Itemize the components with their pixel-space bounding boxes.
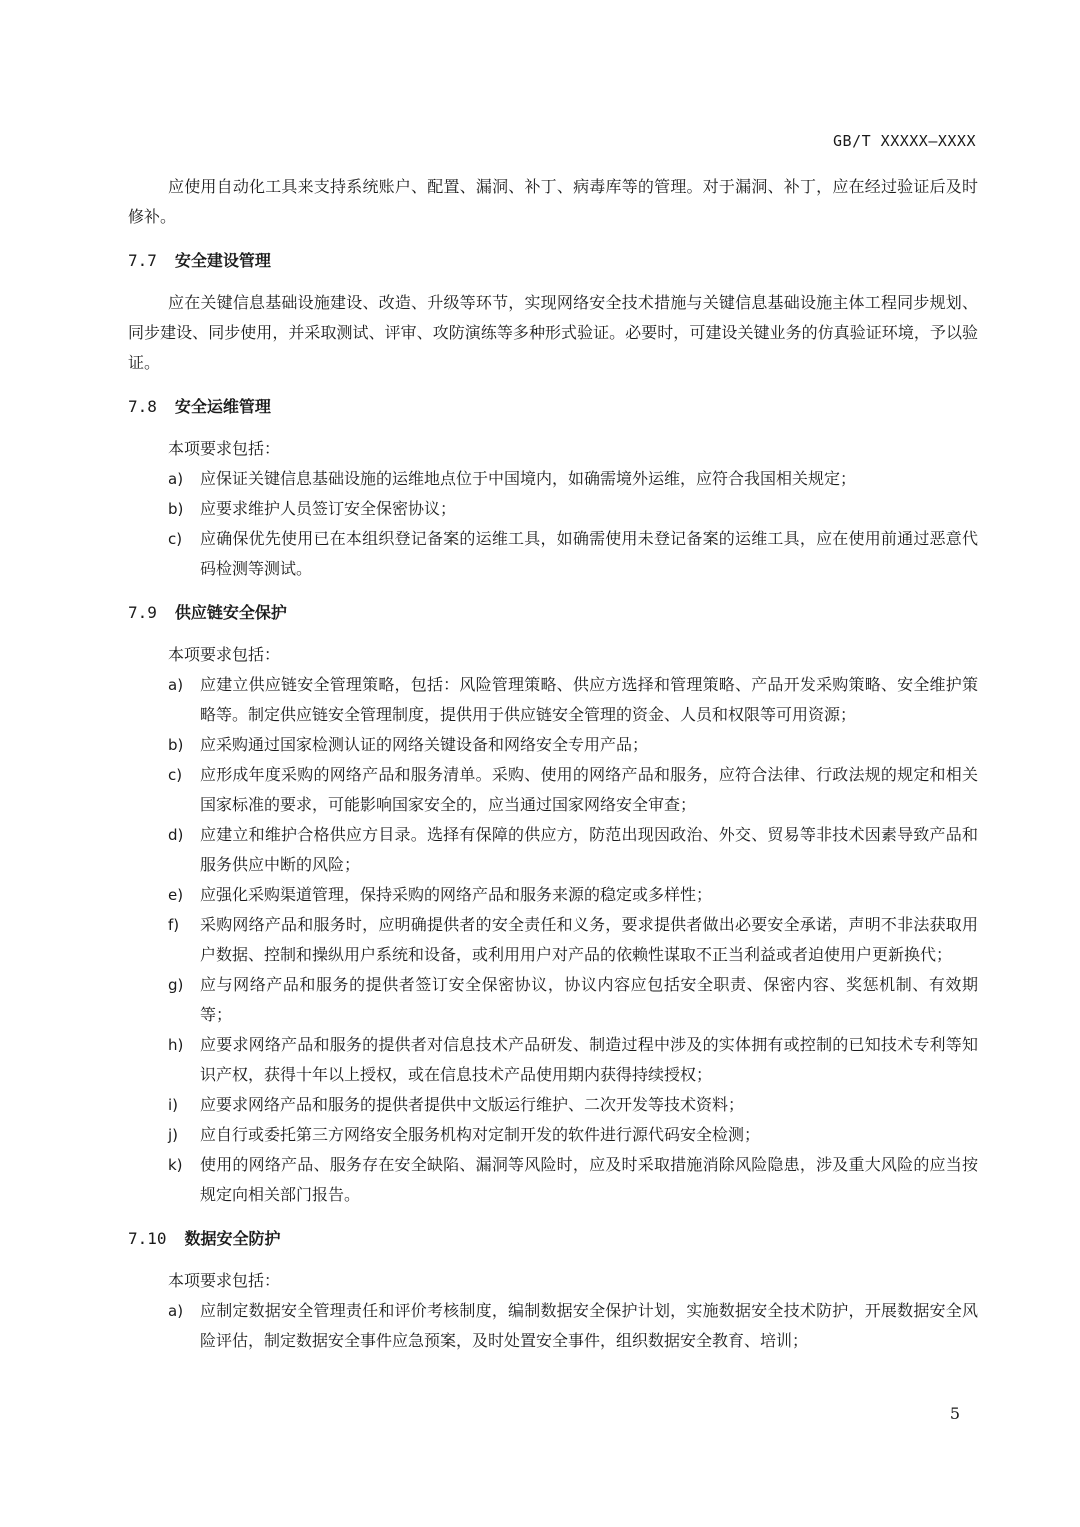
- requirements-intro: 本项要求包括：: [168, 645, 281, 664]
- list-text: 应建立和维护合格供应方目录。选择有保障的供应方，防范出现因政治、外交、贸易等非技术因素导致产品和服务供应中断的风险；: [200, 825, 978, 874]
- section-heading-7-9: [128, 598, 978, 628]
- list-text: 应强化采购渠道管理，保持采购的网络产品和服务来源的稳定或多样性；: [200, 885, 713, 904]
- list-item: [128, 670, 978, 730]
- list-item: [128, 1030, 978, 1090]
- list-marker: a): [168, 470, 184, 488]
- section-heading-7-10: [128, 1224, 978, 1254]
- list-marker: c): [168, 766, 183, 784]
- list-marker: c): [168, 530, 183, 548]
- list-item: [128, 910, 978, 970]
- list-marker: h): [168, 1036, 184, 1054]
- list-text: 应保证关键信息基础设施的运维地点位于中国境内，如确需境外运维，应符合我国相关规定；: [200, 469, 857, 488]
- section-number: 7.8: [128, 397, 157, 416]
- requirements-list: [128, 670, 978, 1210]
- section-title: 安全建设管理: [174, 251, 271, 270]
- list-marker: b): [168, 500, 184, 518]
- list-item: [128, 1150, 978, 1210]
- list-item: [128, 1120, 978, 1150]
- list-marker: g): [168, 976, 184, 994]
- list-marker: b): [168, 736, 184, 754]
- section-heading-7-7: [128, 246, 978, 276]
- list-marker: f): [168, 916, 180, 934]
- list-item: [128, 524, 978, 584]
- list-marker: a): [168, 1302, 184, 1320]
- requirements-intro: 本项要求包括：: [168, 1271, 281, 1290]
- section-title: 供应链安全保护: [174, 603, 287, 622]
- document-body: [128, 172, 978, 1356]
- list-item: [128, 1090, 978, 1120]
- list-marker: j): [168, 1126, 179, 1144]
- list-text: 应自行或委托第三方网络安全服务机构对定制开发的软件进行源代码安全检测；: [200, 1125, 761, 1144]
- list-marker: e): [168, 886, 184, 904]
- requirements-list: [128, 1296, 978, 1356]
- list-text: 应要求网络产品和服务的提供者提供中文版运行维护、二次开发等技术资料；: [200, 1095, 745, 1114]
- section-number: 7.7: [128, 251, 157, 270]
- requirements-list: [128, 464, 978, 584]
- section-number: 7.9: [128, 603, 157, 622]
- list-item: [128, 730, 978, 760]
- list-text: 应与网络产品和服务的提供者签订安全保密协议，协议内容应包括安全职责、保密内容、奖惩机制、有效期等；: [200, 975, 978, 1024]
- list-marker: i): [168, 1096, 179, 1114]
- list-text: 应要求网络产品和服务的提供者对信息技术产品研发、制造过程中涉及的实体拥有或控制的已知技术专利等知识产权，获得十年以上授权，或在信息技术产品使用期内获得持续授权；: [200, 1035, 978, 1084]
- section-title: 数据安全防护: [184, 1229, 281, 1248]
- intro-paragraph: 应使用自动化工具来支持系统账户、配置、漏洞、补丁、病毒库等的管理。对于漏洞、补丁，应在经过验证后及时修补。: [128, 177, 978, 226]
- list-text: 应确保优先使用已在本组织登记备案的运维工具，如确需使用未登记备案的运维工具，应在使用前通过恶意代码检测等测试。: [200, 529, 978, 578]
- list-item: [128, 760, 978, 820]
- page-number: 5: [949, 1404, 960, 1423]
- list-item: [128, 494, 978, 524]
- list-marker: k): [168, 1156, 183, 1174]
- list-text: 应要求维护人员签订安全保密协议；: [200, 499, 457, 518]
- list-item: [128, 464, 978, 494]
- list-text: 采购网络产品和服务时，应明确提供者的安全责任和义务，要求提供者做出必要安全承诺，声明不非法获取用户数据、控制和操纵用户系统和设备，或利用用户对产品的依赖性谋取不正当利益或者迫使用户更新换代；: [200, 915, 978, 964]
- document-code: GB/T XXXXX—XXXX: [833, 132, 976, 150]
- list-text: 应制定数据安全管理责任和评价考核制度，编制数据安全保护计划，实施数据安全技术防护，开展数据安全风险评估，制定数据安全事件应急预案，及时处置安全事件，组织数据安全教育、培训；: [200, 1301, 978, 1350]
- list-marker: a): [168, 676, 184, 694]
- list-item: [128, 820, 978, 880]
- list-item: [128, 970, 978, 1030]
- section-number: 7.10: [128, 1229, 167, 1248]
- section-heading-7-8: [128, 392, 978, 422]
- list-text: 应采购通过国家检测认证的网络关键设备和网络安全专用产品；: [200, 735, 649, 754]
- list-marker: d): [168, 826, 184, 844]
- list-text: 应建立供应链安全管理策略，包括：风险管理策略、供应方选择和管理策略、产品开发采购策略、安全维护策略等。制定供应链安全管理制度，提供用于供应链安全管理的资金、人员和权限等可用资源；: [200, 675, 978, 724]
- section-paragraph: 应在关键信息基础设施建设、改造、升级等环节，实现网络安全技术措施与关键信息基础设施主体工程同步规划、同步建设、同步使用，并采取测试、评审、攻防演练等多种形式验证。必要时，可建设关键业务的仿真验证环境，予以验证。: [128, 293, 978, 372]
- requirements-intro: 本项要求包括：: [168, 439, 281, 458]
- list-item: [128, 1296, 978, 1356]
- list-text: 应形成年度采购的网络产品和服务清单。采购、使用的网络产品和服务，应符合法律、行政法规的规定和相关国家标准的要求，可能影响国家安全的，应当通过国家网络安全审查；: [200, 765, 978, 814]
- list-text: 使用的网络产品、服务存在安全缺陷、漏洞等风险时，应及时采取措施消除风险隐患，涉及重大风险的应当按规定向相关部门报告。: [200, 1155, 978, 1204]
- section-title: 安全运维管理: [174, 397, 271, 416]
- list-item: [128, 880, 978, 910]
